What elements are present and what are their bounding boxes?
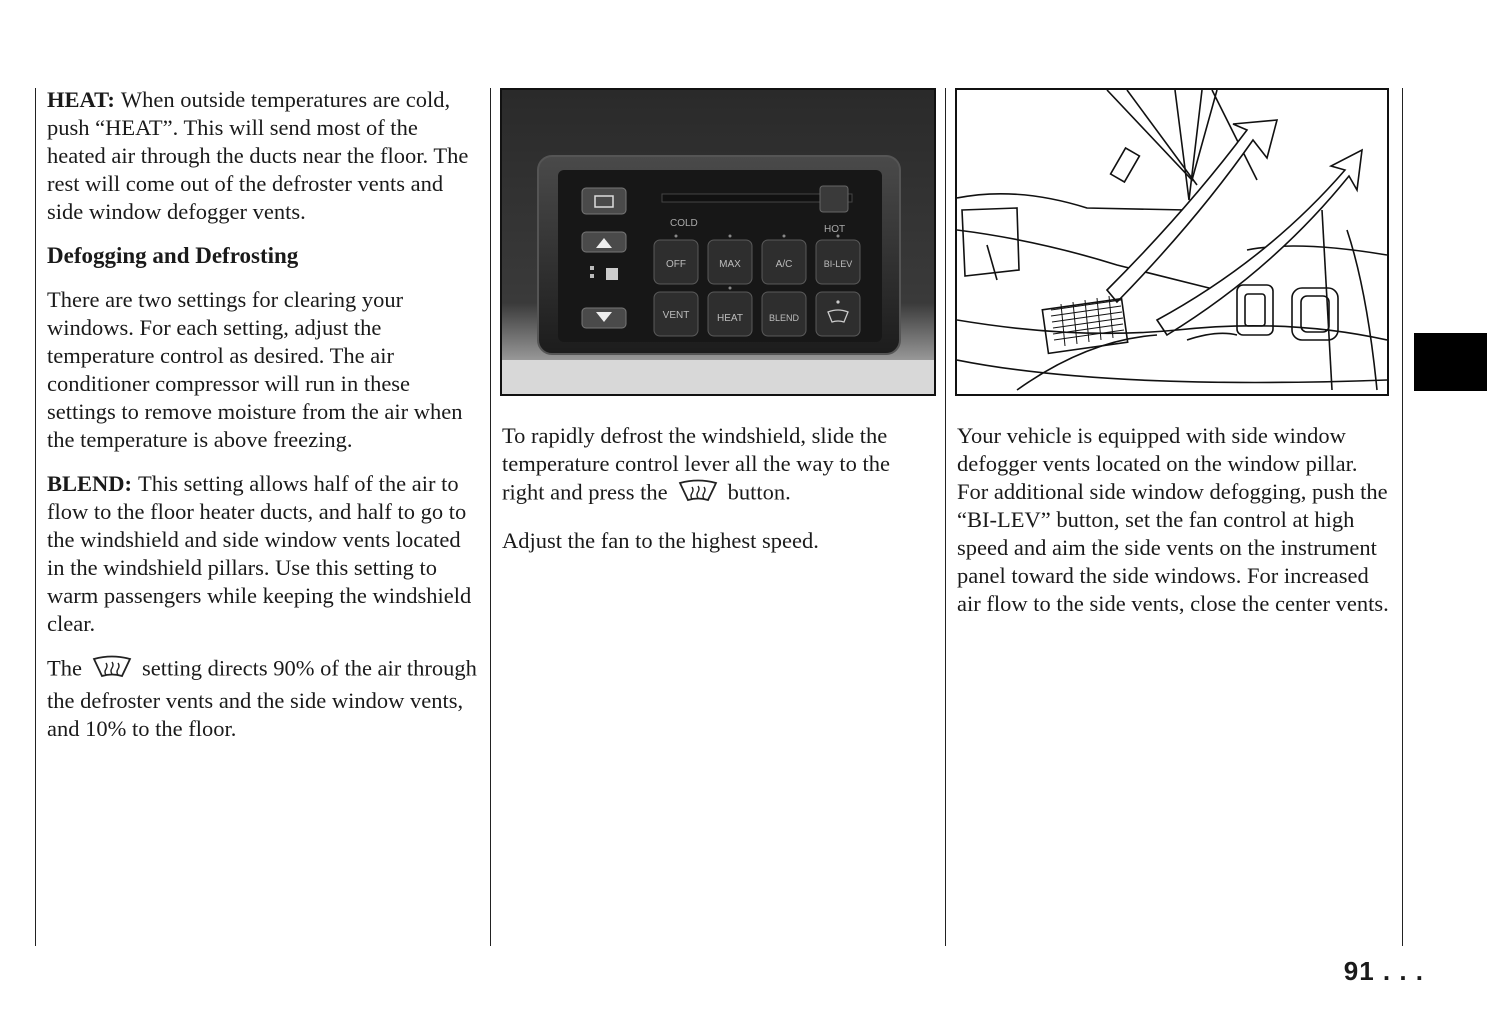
section-heading: Defogging and Defrosting [47,243,299,268]
column-rule [1402,88,1403,946]
defrost-pre: The [47,655,82,681]
fan-paragraph: Adjust the fan to the highest speed. [502,528,819,553]
blend-term: BLEND: [47,471,133,496]
column-rule [945,88,946,946]
heat-label: HEAT [717,313,743,324]
defrost-button [816,292,860,336]
blend-text: This setting allows half of the air to flow to the floor heater ducts, and half to go to the windshield and side window vents located in the windshield pillars. Use this setting to warm passengers while keeping the windshield clear. [47,471,472,636]
vent-label: VENT [662,310,690,321]
rapid-defrost-paragraph [502,422,934,511]
heat-paragraph [47,86,479,226]
cold-label: COLD [670,218,698,229]
climate-control-photo [500,88,936,396]
ac-label: A/C [775,259,793,270]
rapid-defrost-post: button. [727,479,791,505]
column-rule [490,88,491,946]
defrost-post: setting directs 90% of the air through the defroster vents and the side window vents, and 10% to the floor. [47,655,477,741]
blend-label: BLEND [768,313,800,323]
settings-paragraph: There are two settings for clearing your windows. For each setting, adjust the temperature control as desired. The air conditioner compressor will run in these settings to remove moisture from the air when the temperature is above freezing. [47,287,463,452]
defrost-icon [676,478,720,511]
off-label: OFF [666,259,686,270]
text-column-1 [47,86,479,759]
page-number: 91 . . . [1343,956,1424,986]
heat-text: When outside temperatures are cold, push “HEAT”. This will send most of the heated air through the ducts near the floor. The rest will come out of the defroster vents and side window defogger vents. [47,87,469,224]
defrost-icon [90,654,134,687]
section-tab-marker [1414,333,1487,391]
column-rule [35,88,36,946]
rapid-defrost-pre: To rapidly defrost the windshield, slide the temperature control lever all the way to the right and press the [502,423,890,505]
text-column-3 [957,422,1389,634]
side-vent-illustration [955,88,1389,396]
text-column-2 [502,422,934,571]
bi-lev-label: BI-LEV [823,259,853,269]
defrost-setting-paragraph [47,654,479,743]
hot-label: HOT [824,224,846,235]
blend-paragraph [47,470,479,638]
max-label: MAX [719,259,741,270]
heat-term: HEAT: [47,87,115,112]
side-vent-paragraph: Your vehicle is equipped with side window defogger vents located on the window pillar. For additional side window defogging, push the “BI-LEV” button, set the fan control at high speed and aim the side vents on the instrument panel toward the side windows. For increased air flow to the side vents, close the center vents. [957,423,1389,616]
